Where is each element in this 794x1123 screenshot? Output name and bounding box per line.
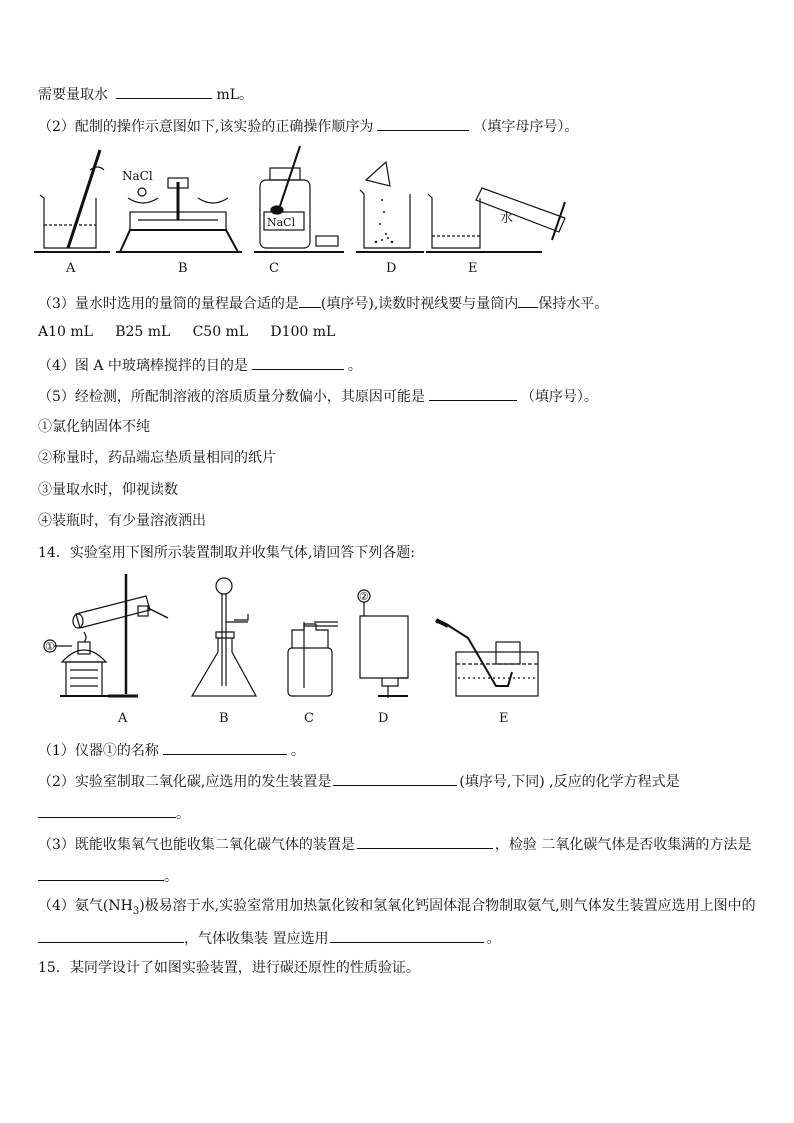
step-label-d: D (386, 261, 397, 276)
svg-text:NaCl: NaCl (122, 169, 153, 183)
gas-apparatus-figure (38, 568, 558, 728)
apparatus-label-c: C (304, 711, 314, 726)
instrument-2-marker: ② (359, 590, 369, 603)
preparation-steps-figure (30, 140, 590, 280)
ammonia-device-blank[interactable] (38, 928, 184, 943)
apparatus-e-trough (436, 620, 538, 696)
step-d-pouring-solid (356, 162, 424, 252)
apparatus-label-a: A (118, 711, 128, 726)
question-13-3: （3）量水时选用的量筒的量程最合适的是 (填序号),读数时视线要与量筒内 保持水平。 (38, 293, 608, 313)
reason-2: ②称量时，药品端忘垫质量相同的纸片 (38, 450, 276, 466)
svg-text:NaCl: NaCl (267, 216, 296, 229)
question-14-3-cont: 。 (38, 866, 178, 886)
step-label-c: C (269, 261, 279, 276)
apparatus-b-flask (192, 578, 256, 696)
collection-device-blank[interactable] (357, 834, 493, 849)
order-blank[interactable] (377, 116, 469, 131)
question-13-5: （5）经检测，所配制溶液的溶质质量分数偏小，其原因可能是 （填序号）。 (38, 386, 598, 406)
cylinder-range-blank[interactable] (299, 293, 321, 308)
question-14-stem: 14．实验室用下图所示装置制取并收集气体,请回答下列各题: (38, 545, 415, 561)
instrument-name-blank[interactable] (163, 740, 287, 755)
stirring-purpose-blank[interactable] (252, 355, 344, 370)
apparatus-a-heating (44, 574, 168, 696)
check-method-blank[interactable] (38, 866, 164, 881)
question-14-2: （2）实验室制取二氧化碳,应选用的发生装置是 (填序号,下同) ,反应的化学方程式是 (38, 771, 680, 791)
question-15-stem: 15．某同学设计了如图实验装置，进行碳还原性的性质验证。 (38, 960, 420, 976)
eye-level-blank[interactable] (518, 293, 538, 308)
water-volume-line: 需要量取水 mL。 (38, 84, 253, 104)
apparatus-d-inverted-bottle (358, 590, 408, 698)
co2-device-blank[interactable] (333, 771, 457, 786)
step-a-beaker-stirring (34, 150, 110, 252)
question-14-2-cont: 。 (38, 803, 190, 823)
step-b-balance (116, 169, 242, 252)
step-label-e: E (468, 261, 478, 276)
step-c-reagent-bottle (254, 146, 344, 252)
question-13-4: （4）图 A 中玻璃棒搅拌的目的是 。 (38, 355, 362, 375)
reason-blank[interactable] (429, 386, 517, 401)
ammonia-collection-blank[interactable] (330, 928, 484, 943)
step-label-a: A (66, 261, 76, 276)
question-14-4-cont: ，气体收集装 置应选用 。 (38, 928, 500, 948)
question-14-3: （3）既能收集氧气也能收集二氧化碳气体的装置是 ，检验 二氧化碳气体是否收集满的方法是 (38, 834, 751, 854)
question-13-2: （2）配制的操作示意图如下,该实验的正确操作顺序为 （填字母序号）。 (38, 116, 578, 136)
equation-blank[interactable] (38, 803, 176, 818)
svg-text:水: 水 (500, 211, 514, 226)
question-14-4: （4）氨气$(NH_3)$极易溶于水,实验室常用加热氯化铵和氢氧化钙固体混合物制取氨气,则气体发生装置应选用上图中的 (38, 898, 756, 917)
reason-1: ①氯化钠固体不纯 (38, 419, 150, 435)
step-e-pouring-water (426, 188, 565, 252)
instrument-1-marker: ① (45, 640, 55, 653)
step-label-b: B (178, 261, 188, 276)
reason-3: ③量取水时，仰视读数 (38, 482, 178, 498)
cylinder-options: A10 mL B25 mL C50 mL D100 mL (38, 324, 336, 340)
apparatus-label-e: E (499, 711, 509, 726)
question-14-1: （1）仪器①的名称 。 (38, 740, 305, 760)
water-volume-blank[interactable] (116, 84, 212, 99)
reason-4: ④装瓶时，有少量溶液洒出 (38, 513, 206, 529)
apparatus-label-b: B (219, 711, 229, 726)
apparatus-c-bottle (288, 622, 338, 696)
apparatus-label-d: D (378, 711, 389, 726)
